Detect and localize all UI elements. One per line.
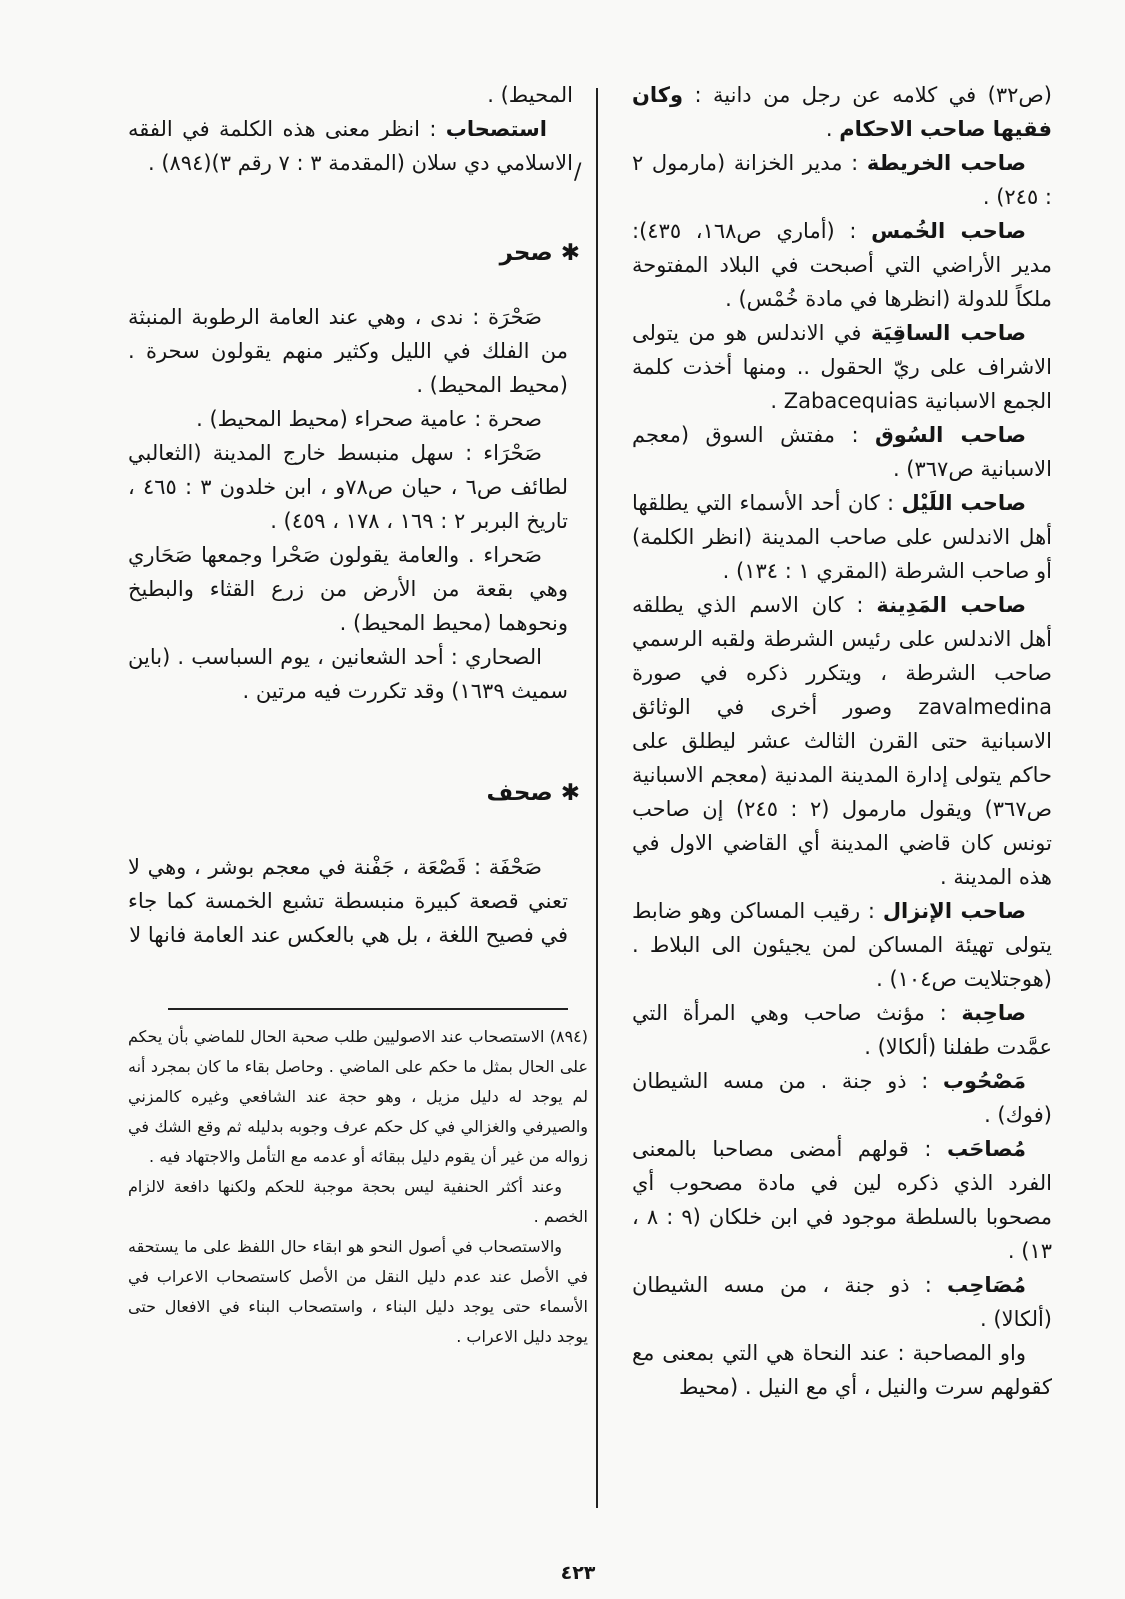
entry-sahiba: صاحِبة : مؤنث صاحب وهي المرأة التي عمَّدت طفلنا (ألكالا) . <box>632 1001 1052 1059</box>
entry-sahib-al-inzal: صاحب الإنزال : رقيب المساكن وهو ضابط يتولى تهيئة المساكن لمن يجيئون الى البلاط . (هوجتلايت ص١٠٤) . <box>632 899 1052 991</box>
continuation-line: المحيط) . <box>487 83 573 107</box>
entry-sahfa: صَحْفَة : قَصْعَة ، جَفْنة في معجم بوشر ، وهي لا تعني قصعة كبيرة منبسطة تشبع الخمسة كما جاء في فصيح اللغة ، بل هي بالعكس عند العامة فانها لا <box>128 855 568 947</box>
sahaf-entries <box>128 850 568 952</box>
footnote-rule <box>168 1008 568 1010</box>
entry-al-sahari: الصحاري : أحد الشعانين ، يوم السباسب . (باين سميث ١٦٣٩) وقد تكررت فيه مرتين . <box>128 645 568 703</box>
entry-sahib-al-madina: صاحب المَدِينة : كان الاسم الذي يطلقه أهل الاندلس على رئيس الشرطة ولقبه الرسمي صاحب الشرطة ، ويتكرر ذكره في صورة zavalmedina وصور أخرى في الوثائق الاسبانية حتى القرن الثالث عشر ليطلق على حاكم يتولى إدارة المدينة المدنية (معجم الاسبانية ص٣٦٧) ويقول مارمول (٢ : ٢٤٥) إن صاحب تونس كان قاضي المدينة أي القاضي الاول في هذه المدينة . <box>632 593 1052 889</box>
footnote-894-hanafi: وعند أكثر الحنفية ليس بحجة موجبة للحكم ولكنها دافعة لالزام الخصم . <box>128 1177 588 1226</box>
footnotes <box>128 1022 588 1352</box>
entry-sahib-al-layl: صاحب اللَيْل : كان أحد الأسماء التي يطلقها أهل الاندلس على صاحب المدينة (انظر الكلمة) أو صاحب الشرطة (المقري ١ : ١٣٤) . <box>632 491 1052 583</box>
entry-sahib-al-saqiya: صاحب الساقِيَة في الاندلس هو من يتولى الاشراف على ريّ الحقول .. ومنها أخذت كلمة الجمع الاسبانية Zabacequias . <box>632 321 1052 413</box>
right-column <box>632 78 1052 1404</box>
left-column-top <box>128 78 573 180</box>
entry-sahra-dew: صَحْرَة : ندى ، وهي عند العامة الرطوبة المنبثة من الفلك في الليل وكثير منهم يقولون سحرة . (محيط المحيط) . <box>128 305 568 397</box>
entry-musahib: مُصَاحِب : ذو جنة ، من مسه الشيطان (ألكالا) . <box>632 1273 1052 1331</box>
column-divider <box>596 88 598 1508</box>
entry-istishab: استصحاب : انظر معنى هذه الكلمة في الفقه الاسلامي دي سلان (المقدمة ٣ : ٧ رقم ٣)(٨٩٤) . <box>128 117 573 175</box>
section-heading-sahr: ✱ صحر <box>499 240 580 266</box>
entry-sahra-plural: صَحراء . والعامة يقولون صَحْرا وجمعها صَحَاري وهي بقعة من الأرض من زرع القثاء والبطيخ ونحوهما (محيط المحيط) . <box>128 543 568 635</box>
entry-musahab: مُصاحَب : قولهم أمضى مصاحبا بالمعنى الفرد الذي ذكره لين في مادة مصحوب أي مصحوبا بالسلطة موجود في ابن خلكان (٩ : ٨ ، ١٣) . <box>632 1137 1052 1263</box>
entry-qadi: (ص٣٢) في كلامه عن رجل من دانية : وكان فقيها صاحب الاحكام . <box>632 83 1052 141</box>
entry-sahib-al-suq: صاحب السُوق : مفتش السوق (معجم الاسبانية ص٣٦٧) . <box>632 423 1052 481</box>
entry-sahra-plain: صَحْرَاء : سهل منبسط خارج المدينة (الثعالبي لطائف ص٦ ، حيان ص٧٨و ، ابن خلدون ٣ : ٤٦٥ ، تاريخ البربر ٢ : ١٦٩ ، ١٧٨ ، ٤٥٩) . <box>128 441 568 533</box>
margin-slash-mark: / <box>574 160 582 185</box>
entry-sahra-colloquial: صحرة : عامية صحراء (محيط المحيط) . <box>196 407 542 431</box>
entry-waw-al-musahaba: واو المصاحبة : عند النحاة هي التي بمعنى مع كقولهم سرت والنيل ، أي مع النيل . (محيط <box>632 1341 1052 1399</box>
sahr-entries <box>128 300 568 708</box>
entry-sahib-al-khums: صاحب الخُمس : (أماري ص١٦٨، ٤٣٥): مدير الأراضي التي أصبحت في البلاد المفتوحة ملكاً للدولة (انظرها في مادة خُمْس) . <box>632 219 1052 311</box>
footnote-894: (٨٩٤) الاستصحاب عند الاصوليين طلب صحبة الحال للماضي بأن يحكم على الحال بمثل ما حكم على الماضي . وحاصل بقاء ما كان بمجرد أنه لم يوجد له دليل مزيل ، وهو حجة عند الشافعي وغيره كالمزني والصيرفي والغزالي في كل حكم عرف وجوبه بدليله ثم وقع الشك في زواله من غير أن يقوم دليل ببقائه أو عدمه مع التأمل والاجتهاد فيه . <box>128 1027 588 1166</box>
page-number: ٤٢٣ <box>560 1562 596 1584</box>
entry-sahib-al-kharita: صاحب الخريطة : مدير الخزانة (مارمول ٢ : ٢٤٥) . <box>632 151 1052 209</box>
footnote-894-grammar: والاستصحاب في أصول النحو هو ابقاء حال اللفظ على ما يستحقه في الأصل عند عدم دليل النقل من الأصل كاستصحاب الاعراب في الأسماء حتى يوجد دليل البناء ، واستصحاب البناء في الافعال حتى يوجد دليل الاعراب . <box>128 1237 588 1346</box>
section-heading-sahaf: ✱ صحف <box>486 780 580 806</box>
entry-mashub: مَصْحُوب : ذو جنة . من مسه الشيطان (فوك) . <box>632 1069 1052 1127</box>
